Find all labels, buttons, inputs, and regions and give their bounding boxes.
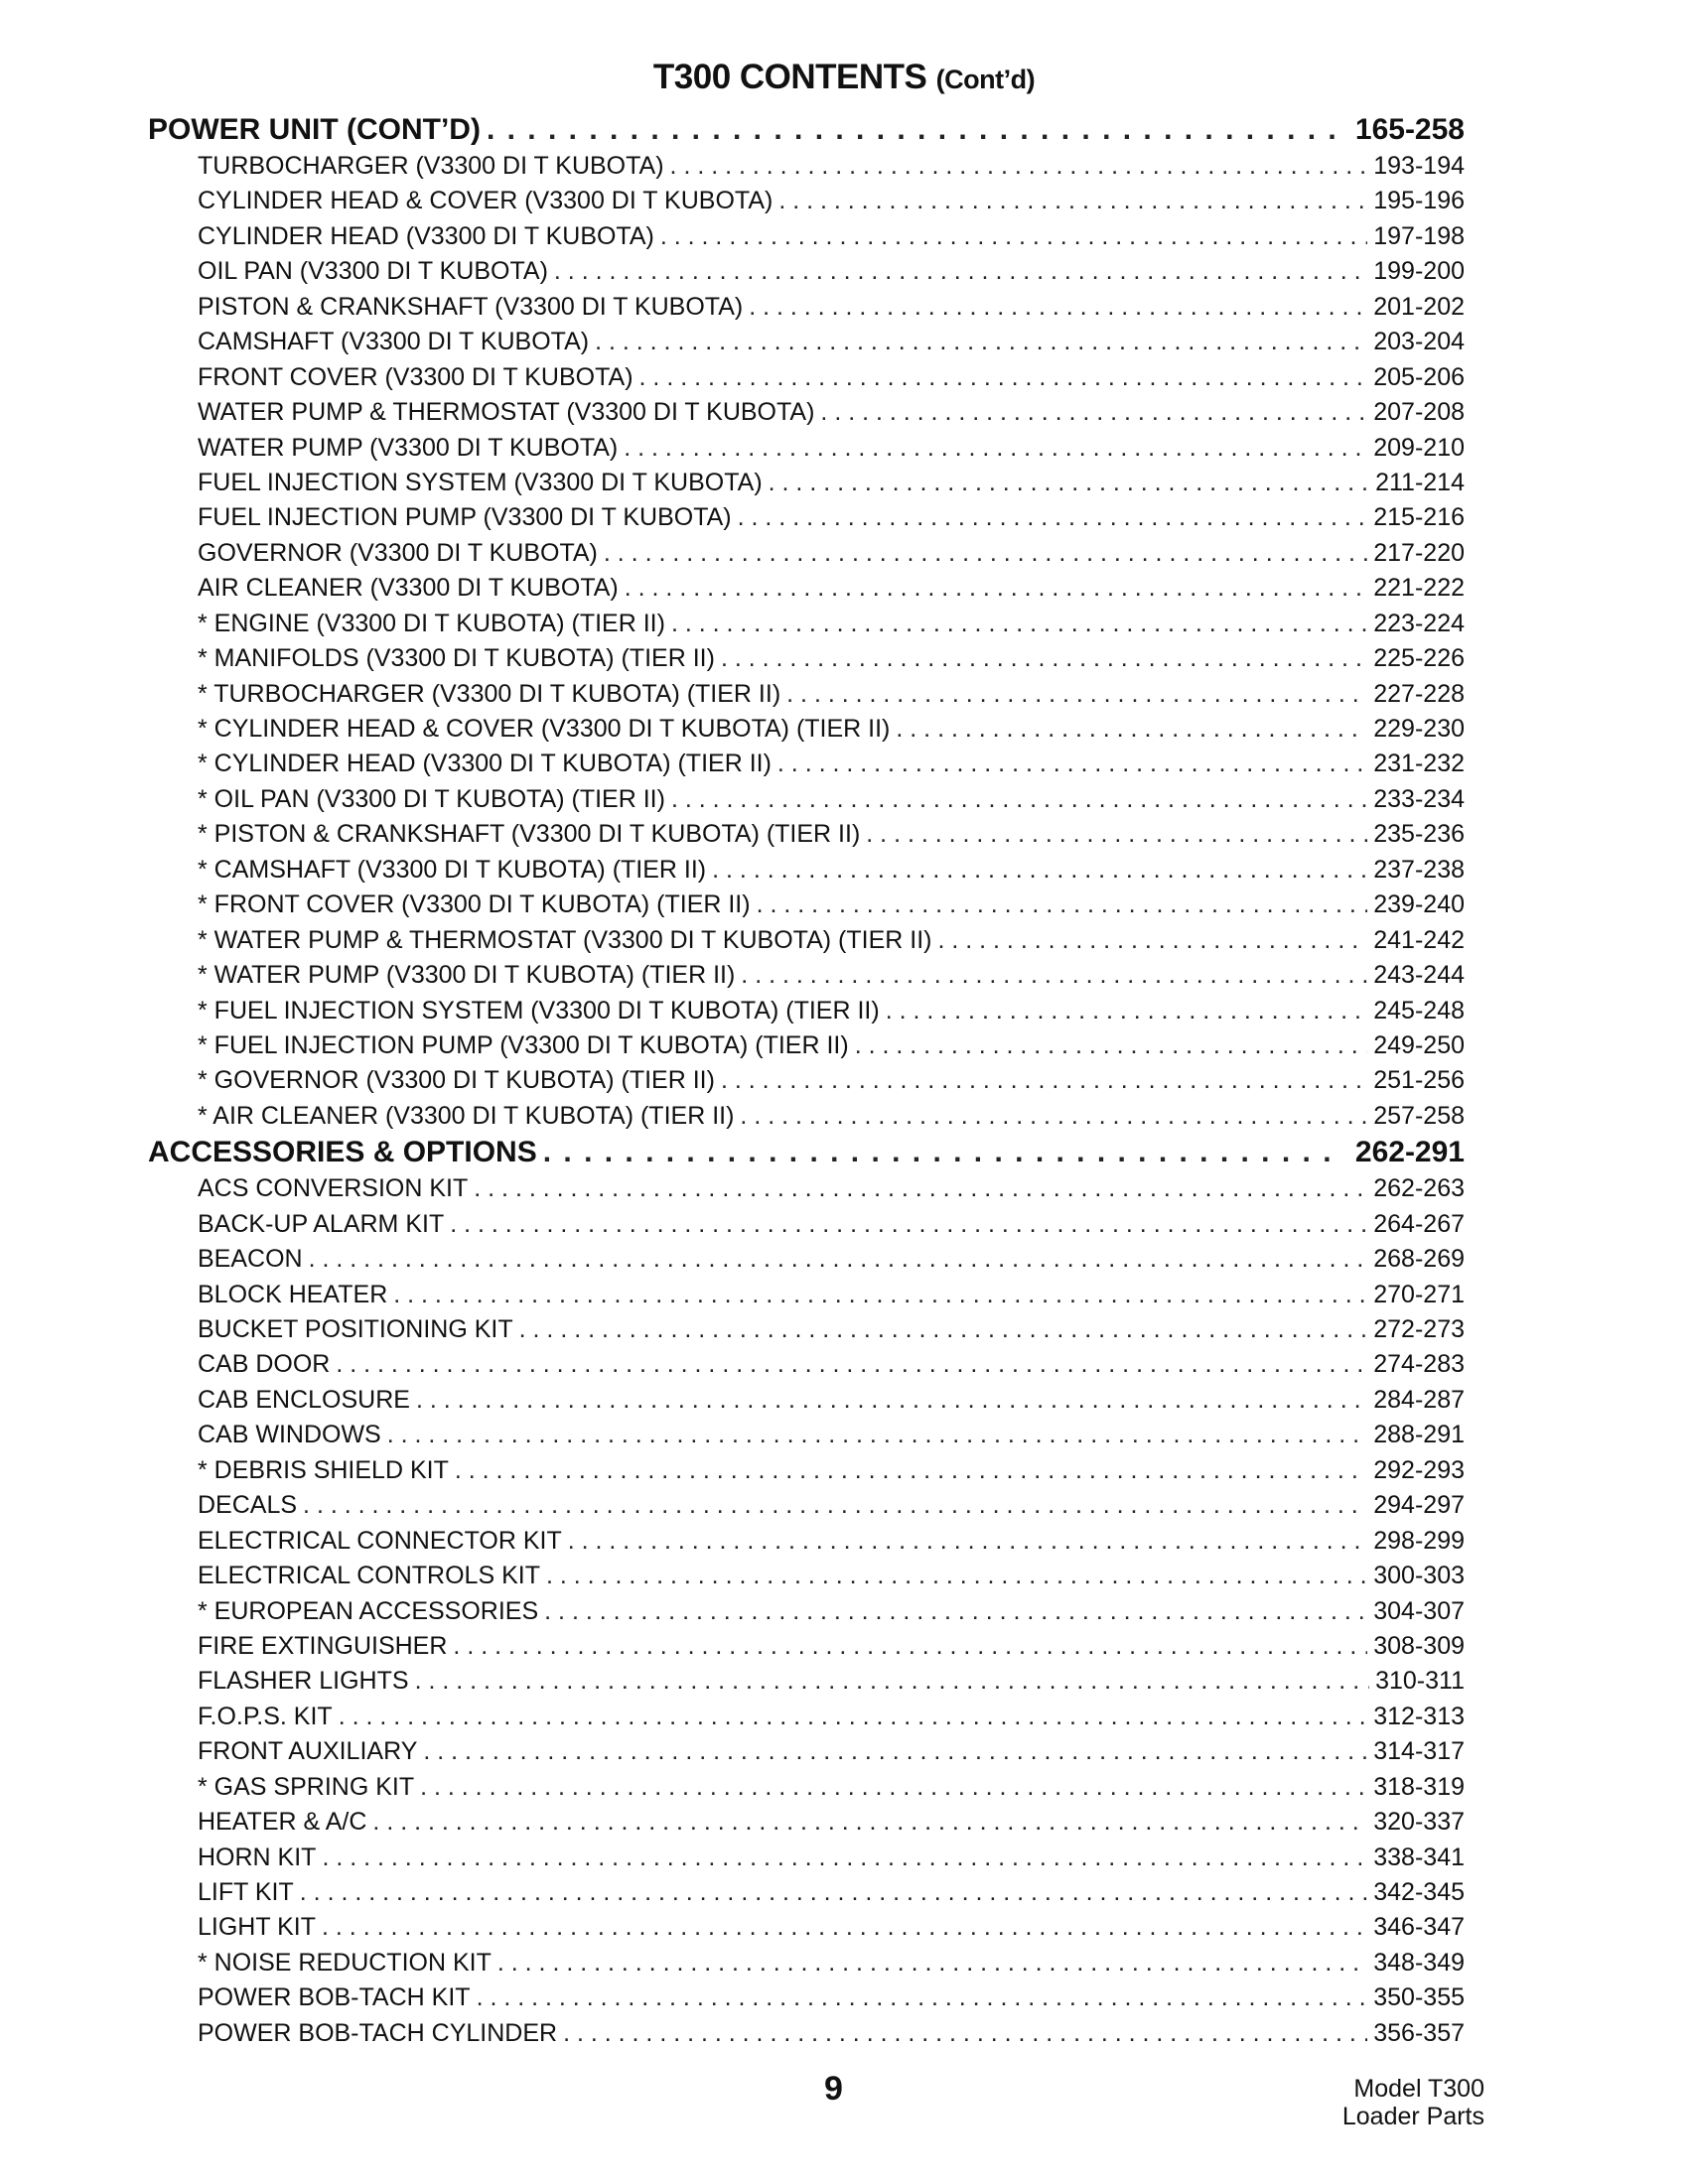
entry-page-range: 251-256 [1373,1066,1465,1095]
entry-label: * AIR CLEANER (V3300 DI T KUBOTA) (TIER II) [198,1101,735,1130]
entry-label: POWER BOB-TACH KIT [198,1983,471,2012]
entry-page-range: 350-355 [1373,1983,1465,2012]
entry-label: FUEL INJECTION SYSTEM (V3300 DI T KUBOTA) [198,468,763,496]
entry-page-range: 288-291 [1373,1421,1465,1449]
entry-label: OIL PAN (V3300 DI T KUBOTA) [198,257,548,286]
entry-label: GOVERNOR (V3300 DI T KUBOTA) [198,538,598,567]
dot-leader [624,431,1367,466]
dot-leader [336,1347,1367,1382]
entry-page-range: 338-341 [1373,1843,1465,1871]
dot-leader [416,1383,1367,1418]
page-title [0,58,1688,97]
entry-page-range: 229-230 [1373,715,1465,743]
entry-label: CYLINDER HEAD & COVER (V3300 DI T KUBOTA) [198,187,774,215]
entry-label: FIRE EXTINGUISHER [198,1631,448,1660]
dot-leader [757,887,1368,922]
entry-label: BUCKET POSITIONING KIT [198,1315,513,1343]
toc-entry[interactable] [148,431,1465,466]
dot-leader [519,1312,1368,1347]
entry-page-range: 203-204 [1373,328,1465,356]
entry-page-range: 231-232 [1373,750,1465,778]
entry-page-range: 193-194 [1373,152,1465,180]
entry-page-range: 211-214 [1375,468,1465,496]
entry-label: WATER PUMP & THERMOSTAT (V3300 DI T KUBOTA) [198,398,815,427]
toc-entry[interactable] [148,254,1465,289]
entry-label: FRONT COVER (V3300 DI T KUBOTA) [198,362,633,391]
entry-page-range: 227-228 [1373,679,1465,708]
entry-label: * OIL PAN (V3300 DI T KUBOTA) (TIER II) [198,784,665,813]
dot-leader [477,1980,1368,2015]
entry-page-range: 233-234 [1373,784,1465,813]
dot-leader [339,1700,1368,1734]
entry-page-range: 249-250 [1373,1030,1465,1059]
toc-entry[interactable] [148,290,1465,325]
dot-leader [721,1063,1367,1098]
section-title: POWER UNIT (CONT’D) [148,113,481,146]
toc-entry[interactable] [148,677,1465,712]
toc-entry[interactable] [148,887,1465,922]
toc-entry[interactable] [148,500,1465,535]
dot-leader [568,1524,1368,1559]
toc-entry[interactable] [148,149,1465,184]
entry-label: * NOISE REDUCTION KIT [198,1948,492,1977]
toc-entry[interactable] [148,395,1465,430]
dot-leader [604,536,1367,571]
entry-label: * CYLINDER HEAD (V3300 DI T KUBOTA) (TIER II) [198,750,772,778]
toc-entry[interactable] [148,1910,1465,1945]
dot-leader [563,2016,1367,2051]
entry-page-range: 308-309 [1373,1631,1465,1660]
toc-entry[interactable] [148,1524,1465,1559]
dot-leader [303,1488,1367,1523]
toc-entry[interactable] [148,607,1465,641]
dot-leader [300,1875,1367,1910]
entry-label: AIR CLEANER (V3300 DI T KUBOTA) [198,574,619,603]
entry-label: BACK-UP ALARM KIT [198,1209,445,1238]
entry-page-range: 272-273 [1373,1315,1465,1343]
dot-leader [671,607,1367,641]
entry-label: * WATER PUMP (V3300 DI T KUBOTA) (TIER II) [198,961,736,990]
entry-label: HORN KIT [198,1843,317,1871]
entry-label: * PISTON & CRANKSHAFT (V3300 DI T KUBOTA) (TIER II) [198,820,861,849]
toc-entry[interactable] [148,782,1465,817]
dot-leader [546,1559,1367,1593]
dot-leader [625,571,1368,606]
toc-entry[interactable] [148,1383,1465,1418]
dot-leader [740,1099,1367,1134]
entry-label: TURBOCHARGER (V3300 DI T KUBOTA) [198,152,664,180]
entry-page-range: 215-216 [1373,503,1465,532]
entry-page-range: 314-317 [1373,1737,1465,1766]
dot-leader [322,1910,1367,1945]
toc-entry[interactable] [148,994,1465,1028]
entry-page-range: 257-258 [1373,1101,1465,1130]
entry-page-range: 243-244 [1373,961,1465,990]
entry-label: * CYLINDER HEAD & COVER (V3300 DI T KUBOTA) (TIER II) [198,715,891,743]
entry-label: HEATER & A/C [198,1808,367,1837]
entry-label: ACS CONVERSION KIT [198,1174,469,1203]
model-caption [1342,2075,1484,2130]
toc-entry[interactable] [148,1453,1465,1488]
toc-entry[interactable] [148,2016,1465,2051]
dot-leader [453,1629,1367,1664]
entry-page-range: 346-347 [1373,1913,1465,1942]
toc-entry[interactable] [148,958,1465,993]
dot-leader [309,1242,1368,1277]
dot-leader [497,1946,1367,1980]
toc-entry[interactable] [148,1418,1465,1452]
toc-entry[interactable] [148,536,1465,571]
toc-entry[interactable] [148,1770,1465,1805]
dot-leader [660,219,1367,254]
entry-label: FLASHER LIGHTS [198,1667,409,1696]
entry-label: CAB WINDOWS [198,1421,381,1449]
entry-page-range: 342-345 [1373,1878,1465,1906]
entry-page-range: 348-349 [1373,1948,1465,1977]
dot-leader [712,853,1367,887]
dot-leader [372,1805,1367,1840]
entry-label: * GAS SPRING KIT [198,1772,415,1801]
dot-leader [670,149,1368,184]
dot-leader [393,1278,1367,1312]
page-number: 9 [824,2070,843,2108]
dot-leader [896,712,1367,747]
dot-leader [595,325,1367,359]
dot-leader [671,782,1367,817]
toc-entry[interactable] [148,1841,1465,1875]
dot-leader [866,817,1367,852]
entry-page-range: 199-200 [1373,257,1465,286]
toc-entry[interactable] [148,1099,1465,1134]
entry-page-range: 312-313 [1373,1702,1465,1730]
dot-leader [937,923,1367,958]
dot-leader [769,466,1369,500]
entry-label: LIFT KIT [198,1878,294,1906]
entry-page-range: 221-222 [1373,574,1465,603]
toc-entry[interactable] [148,1312,1465,1347]
dot-leader [543,1134,1337,1171]
toc-entry[interactable] [148,1242,1465,1277]
title-sub: (Cont’d) [935,65,1036,94]
toc-entry[interactable] [148,1664,1465,1699]
toc-entry[interactable] [148,1946,1465,1980]
toc-entry[interactable] [148,360,1465,395]
toc-entry[interactable] [148,853,1465,887]
dot-leader [420,1770,1367,1805]
entry-page-range: 223-224 [1373,609,1465,637]
toc-section-heading[interactable] [148,111,1465,149]
toc-entry[interactable] [148,571,1465,606]
entry-page-range: 207-208 [1373,398,1465,427]
toc-entry[interactable] [148,1594,1465,1629]
dot-leader [741,958,1367,993]
entry-page-range: 209-210 [1373,433,1465,462]
entry-label: ELECTRICAL CONNECTOR KIT [198,1526,562,1555]
entry-page-range: 298-299 [1373,1526,1465,1555]
entry-page-range: 195-196 [1373,187,1465,215]
entry-label: BEACON [198,1245,303,1274]
entry-label: CAMSHAFT (V3300 DI T KUBOTA) [198,328,590,356]
entry-label: POWER BOB-TACH CYLINDER [198,2018,558,2047]
toc-entry[interactable] [148,817,1465,852]
entry-label: WATER PUMP (V3300 DI T KUBOTA) [198,433,619,462]
entry-label: FRONT AUXILIARY [198,1737,418,1766]
dot-leader [777,747,1367,781]
dot-leader [544,1594,1367,1629]
entry-label: * CAMSHAFT (V3300 DI T KUBOTA) (TIER II) [198,855,707,884]
toc-entry[interactable] [148,923,1465,958]
toc-entry[interactable] [148,747,1465,781]
dot-leader [721,641,1367,676]
entry-page-range: 239-240 [1373,890,1465,919]
toc-entry[interactable] [148,184,1465,218]
entry-page-range: 274-283 [1373,1350,1465,1379]
entry-label: * EUROPEAN ACCESSORIES [198,1596,539,1625]
table-of-contents [148,111,1465,2051]
entry-label: ELECTRICAL CONTROLS KIT [198,1562,540,1590]
toc-entry[interactable] [148,1028,1465,1063]
entry-page-range: 268-269 [1373,1245,1465,1274]
entry-page-range: 241-242 [1373,925,1465,954]
entry-page-range: 270-271 [1373,1280,1465,1308]
entry-page-range: 264-267 [1373,1209,1465,1238]
dot-leader [886,994,1368,1028]
entry-label: LIGHT KIT [198,1913,317,1942]
entry-label: CAB DOOR [198,1350,331,1379]
section-title: ACCESSORIES & OPTIONS [148,1136,537,1169]
entry-page-range: 197-198 [1373,221,1465,250]
dot-leader [487,111,1337,149]
toc-entry[interactable] [148,1207,1465,1242]
toc-entry[interactable] [148,712,1465,747]
toc-entry[interactable] [148,1700,1465,1734]
entry-page-range: 237-238 [1373,855,1465,884]
dot-leader [450,1207,1367,1242]
entry-label: * FUEL INJECTION SYSTEM (V3300 DI T KUBOTA) (TIER II) [198,996,880,1024]
toc-entry[interactable] [148,641,1465,676]
entry-label: DECALS [198,1491,298,1520]
entry-page-range: 356-357 [1373,2018,1465,2047]
entry-page-range: 304-307 [1373,1596,1465,1625]
dot-leader [820,395,1367,430]
entry-page-range: 310-311 [1375,1667,1465,1696]
toc-entry[interactable] [148,1629,1465,1664]
entry-label: * FUEL INJECTION PUMP (V3300 DI T KUBOTA) (TIER II) [198,1030,849,1059]
dot-leader [749,290,1367,325]
dot-leader [387,1418,1368,1452]
entry-page-range: 235-236 [1373,820,1465,849]
entry-page-range: 245-248 [1373,996,1465,1024]
title-main: T300 CONTENTS [652,58,927,96]
entry-page-range: 217-220 [1373,538,1465,567]
dot-leader [423,1734,1367,1769]
toc-entry[interactable] [148,325,1465,359]
toc-entry[interactable] [148,1559,1465,1593]
entry-label: * ENGINE (V3300 DI T KUBOTA) (TIER II) [198,609,665,637]
dot-leader [639,360,1368,395]
dot-leader [474,1171,1367,1206]
dot-leader [554,254,1367,289]
entry-page-range: 318-319 [1373,1772,1465,1801]
dot-leader [778,184,1367,218]
dot-leader [738,500,1368,535]
dot-leader [415,1664,1370,1699]
model-line: Model T300 [1353,2075,1484,2103]
toc-entry[interactable] [148,466,1465,500]
toc-entry[interactable] [148,1875,1465,1910]
section-page-range: 262-291 [1354,1136,1465,1169]
entry-label: F.O.P.S. KIT [198,1702,333,1730]
entry-label: * TURBOCHARGER (V3300 DI T KUBOTA) (TIER II) [198,679,781,708]
toc-entry[interactable] [148,219,1465,254]
entry-page-range: 262-263 [1373,1174,1465,1203]
toc-entry[interactable] [148,1278,1465,1312]
toc-entry[interactable] [148,1063,1465,1098]
toc-entry[interactable] [148,1171,1465,1206]
entry-page-range: 201-202 [1373,292,1465,321]
dot-leader [455,1453,1367,1488]
entry-label: * MANIFOLDS (V3300 DI T KUBOTA) (TIER II) [198,644,715,673]
entry-label: BLOCK HEATER [198,1280,388,1308]
entry-label: CYLINDER HEAD (V3300 DI T KUBOTA) [198,221,654,250]
entry-page-range: 205-206 [1373,362,1465,391]
toc-entry[interactable] [148,1734,1465,1769]
entry-label: * DEBRIS SHIELD KIT [198,1455,449,1484]
dot-leader [786,677,1367,712]
entry-page-range: 300-303 [1373,1562,1465,1590]
toc-entry[interactable] [148,1488,1465,1523]
dot-leader [855,1028,1368,1063]
entry-label: PISTON & CRANKSHAFT (V3300 DI T KUBOTA) [198,292,744,321]
toc-section-heading[interactable] [148,1134,1465,1171]
entry-page-range: 320-337 [1373,1808,1465,1837]
toc-entry[interactable] [148,1805,1465,1840]
entry-page-range: 225-226 [1373,644,1465,673]
entry-label: CAB ENCLOSURE [198,1385,410,1414]
model-subline: Loader Parts [1341,2103,1484,2130]
entry-label: * GOVERNOR (V3300 DI T KUBOTA) (TIER II) [198,1066,715,1095]
entry-page-range: 294-297 [1373,1491,1465,1520]
section-page-range: 165-258 [1354,113,1465,146]
entry-page-range: 292-293 [1373,1455,1465,1484]
entry-label: FUEL INJECTION PUMP (V3300 DI T KUBOTA) [198,503,732,532]
toc-entry[interactable] [148,1347,1465,1382]
entry-page-range: 284-287 [1373,1385,1465,1414]
toc-entry[interactable] [148,1980,1465,2015]
entry-label: * WATER PUMP & THERMOSTAT (V3300 DI T KUBOTA) (TIER II) [198,925,932,954]
entry-label: * FRONT COVER (V3300 DI T KUBOTA) (TIER II) [198,890,751,919]
dot-leader [322,1841,1367,1875]
